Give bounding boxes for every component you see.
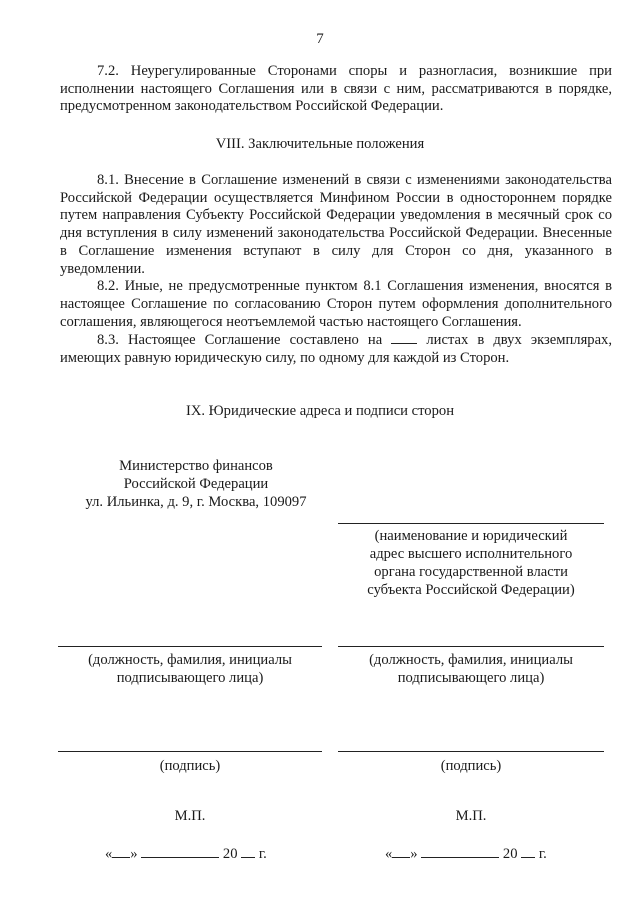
right-month-blank [421,845,499,858]
paragraph-8-1: 8.1. Внесение в Соглашение изменений в связи с изменениями законодательства Российской Федерации осуществляется Минфином России в одностороннем порядке путем направления Субъекту Российской Федерации уведомления в месячный срок со дня вступления в силу изменений законодательства Российской Федерации. Внесенные в Соглашение изменения вступают в силу для Сторон со дня, указанного в уведомлении. [60,172,612,277]
right-party-name-line [338,523,604,524]
right-date-century: 20 [502,846,518,862]
section-8-block [60,172,612,368]
left-date-close-quote: » [130,846,138,862]
left-day-blank [112,845,130,858]
ministry-address [55,457,337,511]
left-month-blank [141,845,219,858]
right-position-caption [338,651,604,687]
section-7-block [60,63,612,116]
right-caption-line3: органа государственной власти [374,564,568,580]
paragraph-8-3-end: листах в двух экземплярах, имеющих равную юридическую силу, по одному для каждой из Сторон. [60,332,612,367]
section-8-heading: VIII. Заключительные положения [215,136,425,152]
left-seal-mark: М.П. [174,808,206,824]
left-date-suffix: г. [258,846,267,862]
right-date-suffix: г. [538,846,547,862]
right-day-blank [392,845,410,858]
left-position-line [58,646,322,647]
right-signature-caption: (подпись) [440,758,502,774]
paragraph-8-3 [60,331,612,367]
right-position-line [338,646,604,647]
right-caption-line2: адрес высшего исполнительного [369,546,573,562]
left-position-caption-line1: (должность, фамилия, инициалы [88,652,292,668]
right-seal-mark: М.П. [455,808,487,824]
left-year-blank [241,845,255,858]
left-date-line [105,845,267,863]
sheet-count-blank [391,331,417,344]
ministry-name-line1: Министерство финансов [119,458,273,474]
section-9-heading: IX. Юридические адреса и подписи сторон [185,403,455,419]
right-caption-line1: (наименование и юридический [374,528,568,544]
right-position-caption-line1: (должность, фамилия, инициалы [369,652,573,668]
right-date-line [385,845,547,863]
page-number: 7 [316,31,324,47]
right-signature-line [338,751,604,752]
left-signature-line [58,751,322,752]
right-year-blank [521,845,535,858]
left-position-caption [58,651,322,687]
right-date-open-quote: « [385,846,393,862]
ministry-name-line2: Российской Федерации [123,476,269,492]
paragraph-8-2: 8.2. Иные, не предусмотренные пунктом 8.1 Соглашения изменения, вносятся в настоящее Соглашение по согласованию Сторон путем оформления дополнительного соглашения, являющегося неотъемлемой частью настоящего Соглашения. [60,278,612,330]
right-caption-line4: субъекта Российской Федерации) [367,582,575,598]
left-date-open-quote: « [105,846,113,862]
paragraph-8-3-start: 8.3. Настоящее Соглашение составлено на [97,332,383,349]
right-date-close-quote: » [410,846,418,862]
left-signature-caption: (подпись) [159,758,221,774]
left-date-century: 20 [222,846,238,862]
paragraph-7-2: 7.2. Неурегулированные Сторонами споры и разногласия, возникшие при исполнении настоящего Соглашения или в связи с ним, рассматриваются в порядке, предусмотренном законодательством Российской Федерации. [60,63,612,115]
right-party-caption [338,527,604,599]
right-position-caption-line2: подписывающего лица) [397,670,545,686]
ministry-street-address: ул. Ильинка, д. 9, г. Москва, 109097 [85,494,307,510]
left-position-caption-line2: подписывающего лица) [116,670,264,686]
